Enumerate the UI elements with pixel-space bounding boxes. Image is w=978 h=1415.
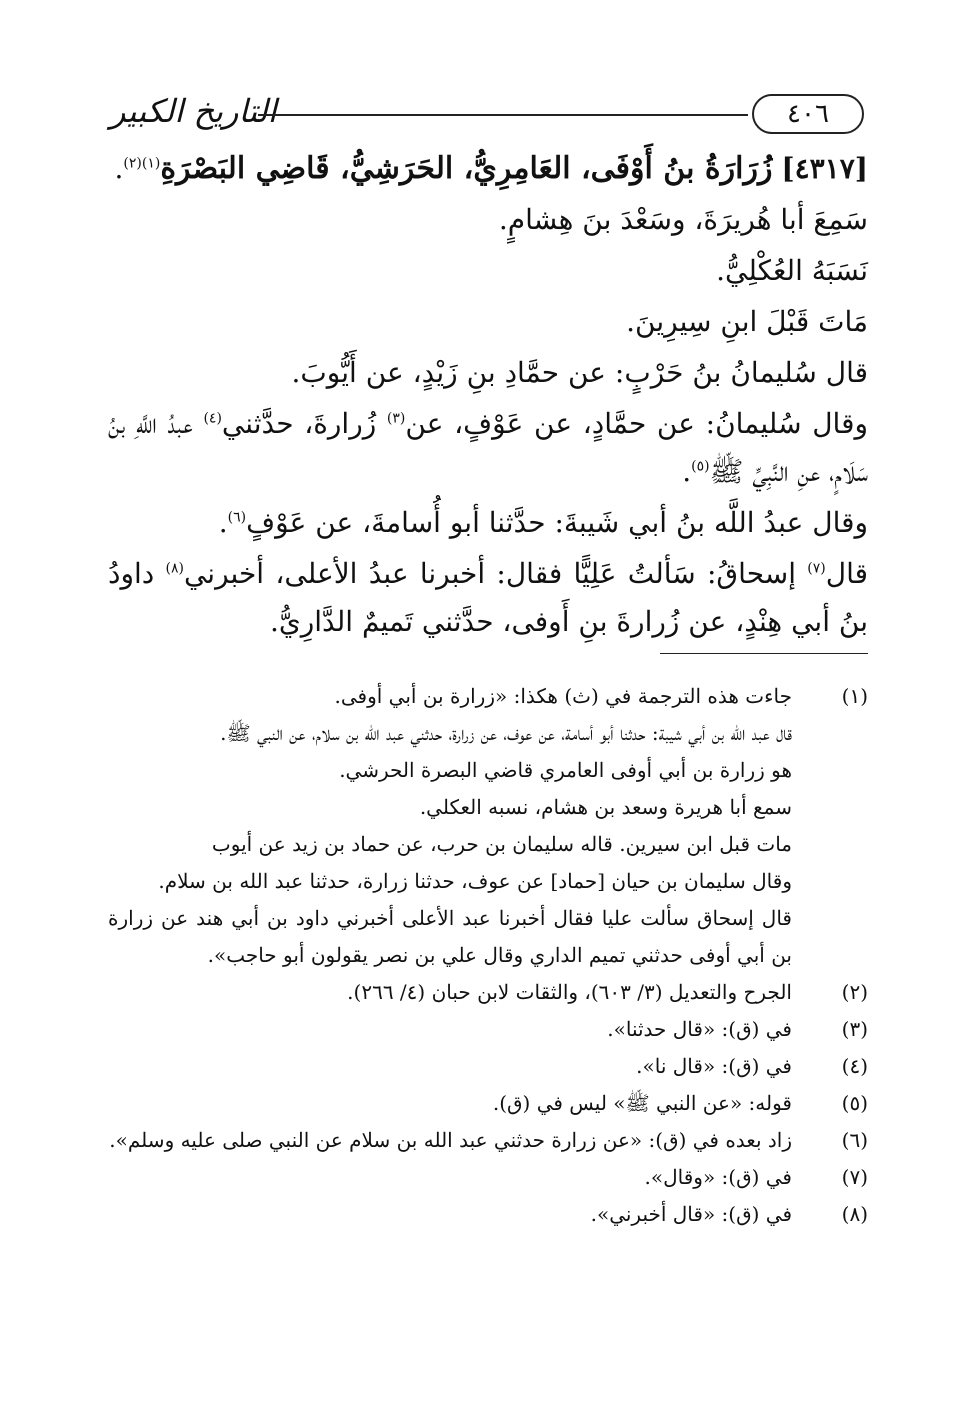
footnote-text: قوله: «عن النبي ﷺ» ليس في (ق). [492,1091,792,1115]
body-line: مَاتَ قَبْلَ ابنِ سِيرِينَ. [626,305,868,338]
text-segment: إسحاقُ: سَألتُ عَلِيًّا فقال: أخبرنا عبدُ الأعلى، أخبرني [183,557,808,590]
body-paragraph [108,550,868,646]
body-line: سَمِعَ أبا هُريرَةَ، وسَعْدَ بنَ هِشامٍ. [498,203,868,236]
punctuation: . [682,455,692,488]
footnote-separator [660,653,868,654]
text-segment: وقال عبدُ اللَّه بنُ أبي شَيبةَ: حدَّثنا أبو أُسامةَ، عن عَوْفٍ [246,506,868,539]
footnote-ref[interactable]: (٧) [807,560,826,577]
footnote-1 [108,678,868,974]
entry-name: زُرَارَةُ بنُ أَوْفَى، العَامِرِيُّ، الحَرَشِيُّ، قَاضِي البَصْرَةِ [160,151,773,186]
footnote-line: سمع أبا هريرة وسعد بن هشام، نسبه العكلي. [419,795,792,819]
footnote-number: (٢) [841,980,868,1004]
footnote-line: جاءت هذه الترجمة في (ث) هكذا: «زرارة بن أبي أوفى. [334,684,792,708]
header-rule [258,114,748,116]
footnote-5 [108,1085,868,1122]
footnote-text: الجرح والتعديل (٣/ ٦٠٣)، والثقات لابن حبان (٤/ ٢٦٦). [347,980,792,1004]
footnote-3 [108,1011,868,1048]
footnote-ref[interactable]: (٥) [691,458,710,475]
entry-heading [108,145,868,193]
footnote-ref[interactable]: (٨) [165,560,184,577]
body-paragraph [108,400,868,496]
footnote-number: (٨) [841,1202,868,1226]
footnote-text: في (ق): «قال أخبرني». [590,1202,792,1226]
footnote-number: (٥) [841,1091,868,1115]
footnote-6 [108,1122,868,1159]
footnote-line: قال إسحاق سألت عليا فقال أخبرنا عبد الأعلى أخبرني داود بن أبي هند عن زرارة بن أبي أوفى حدثني تميم الداري وقال علي بن نصر يقولون أبو حاجب». [108,906,792,967]
footnote-2 [108,974,868,1011]
footnote-text: في (ق): «قال حدثنا». [607,1017,792,1041]
body-paragraph [108,499,868,547]
footnote-ref[interactable]: (٣) [386,410,406,427]
main-text [108,145,868,649]
footnote-text: في (ق): «وقال». [644,1165,792,1189]
text-segment: داودُ بنُ أبي هِنْدٍ، عن زُرارةَ بنِ أَوفى، حدَّثني تَميمٌ الدَّارِيُّ. [108,557,868,638]
text-segment: زُرارةَ، حدَّثني [221,407,387,440]
text-segment: عبدُ اللَّهِ بنُ سَلَامٍ، عنِ النَّبِيِّ ﷺ [108,407,868,488]
punctuation: . [114,152,124,185]
page-number: ٤٠٦ [752,94,864,134]
footnote-number: (٧) [841,1165,868,1189]
footnote-8 [108,1196,868,1233]
body-line: قال سُليمانُ بنُ حَرْبٍ: عن حمَّادِ بنِ زَيْدٍ، عن أَيُّوبَ. [291,356,868,389]
page-header [108,92,868,138]
footnote-number: (٤) [841,1054,868,1078]
footnote-line: مات قبل ابن سيرين. قاله سليمان بن حرب، عن حماد بن زيد عن أيوب [211,832,792,856]
footnote-line: وقال سليمان بن حيان [حماد] عن عوف، حدثنا زرارة، حدثنا عبد الله بن سلام. [158,869,792,893]
footnote-ref[interactable]: (١)(٢) [123,155,161,172]
text-segment: قال [825,557,868,590]
text-segment: وقال سُليمانُ: عن حمَّادٍ، عن عَوْفٍ، عن [405,407,868,440]
footnote-number: (١) [841,684,868,708]
footnote-text: زاد بعده في (ق): «عن زرارة حدثني عبد الله بن سلام عن النبي صلى عليه وسلم». [109,1128,792,1152]
footnotes [108,678,868,1233]
footnote-ref[interactable]: (٦) [227,509,247,526]
body-line: نَسَبَهُ العُكْلِيُّ. [716,254,868,287]
footnote-number: (٣) [841,1017,868,1041]
book-title: التاريخ الكبير [110,92,277,130]
footnote-line: قال عبد الله بن أبي شيبة: حدثنا أبو أسامة، عن عوف، عن زرارة، حدثني عبد الله بن سلام، عن النبي ﷺ. [220,721,792,745]
footnote-ref[interactable]: (٤) [203,410,222,427]
footnote-7 [108,1159,868,1196]
footnote-text: في (ق): «قال نا». [636,1054,792,1078]
footnote-4 [108,1048,868,1085]
footnote-line: هو زرارة بن أبي أوفى العامري قاضي البصرة الحرشي. [339,758,792,782]
punctuation: . [218,506,228,539]
entry-number: [٤٣١٧] [781,152,868,185]
footnote-number: (٦) [841,1128,868,1152]
